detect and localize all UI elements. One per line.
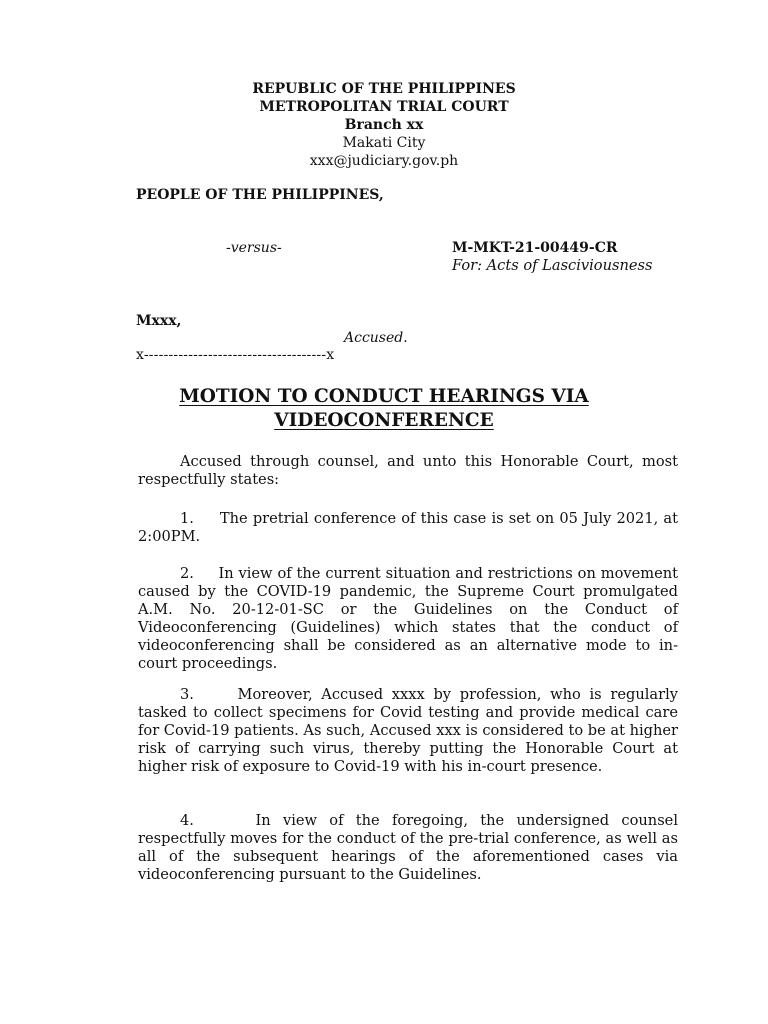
plaintiff-name: PEOPLE OF THE PHILIPPINES, — [136, 187, 384, 203]
header-city: Makati City — [342, 135, 426, 151]
paragraph-4: 4. In view of the foregoing, the undersigned counsel respectfully moves for the conduct of the pre-trial conference, as well as all of the subsequent hearings of the aforementioned cases via videoconferencing pursuant to the Guidelines. — [138, 812, 678, 883]
case-offense: For: Acts of Lasciviousness — [452, 257, 653, 274]
accused-label: Accused. — [344, 330, 408, 346]
motion-title-line1: MOTION TO CONDUCT HEARINGS VIA — [179, 386, 589, 407]
motion-title-line2: VIDEOCONFERENCE — [274, 410, 494, 431]
paragraph-1: 1. The pretrial conference of this case is set on 05 July 2021, at 2:00PM. — [138, 510, 678, 545]
versus-label: -versus- — [226, 240, 282, 256]
header-email: xxx@judiciary.gov.ph — [309, 153, 459, 169]
paragraph-2: 2. In view of the current situation and restrictions on movement caused by the COVID-19 pandemic, the Supreme Court promulgated A.M. No. 20-12-01-SC or the Guidelines on the Conduct of Videoconferencing (Guidelines) which states that the conduct of videoconferencing shall be considered as an alternative mode to in-court proceedings. — [138, 565, 678, 672]
paragraph-3: 3. Moreover, Accused xxxx by profession, who is regularly tasked to collect specimens for Covid testing and provide medical care for Covid-19 patients. As such, Accused xxx is considered to be at higher risk of carrying such virus, thereby putting the Honorable Court at higher risk of exposure to Covid-19 with his in-court presence. — [138, 686, 678, 775]
header-branch: Branch xx — [344, 117, 424, 133]
accused-name: Mxxx, — [136, 313, 182, 329]
caption-separator: x-------------------------------------x — [136, 347, 335, 363]
intro-paragraph: Accused through counsel, and unto this Honorable Court, most respectfully states: — [138, 453, 678, 488]
header-court: METROPOLITAN TRIAL COURT — [259, 99, 509, 115]
header-republic: REPUBLIC OF THE PHILIPPINES — [252, 81, 516, 97]
case-number: M-MKT-21-00449-CR — [452, 240, 618, 256]
